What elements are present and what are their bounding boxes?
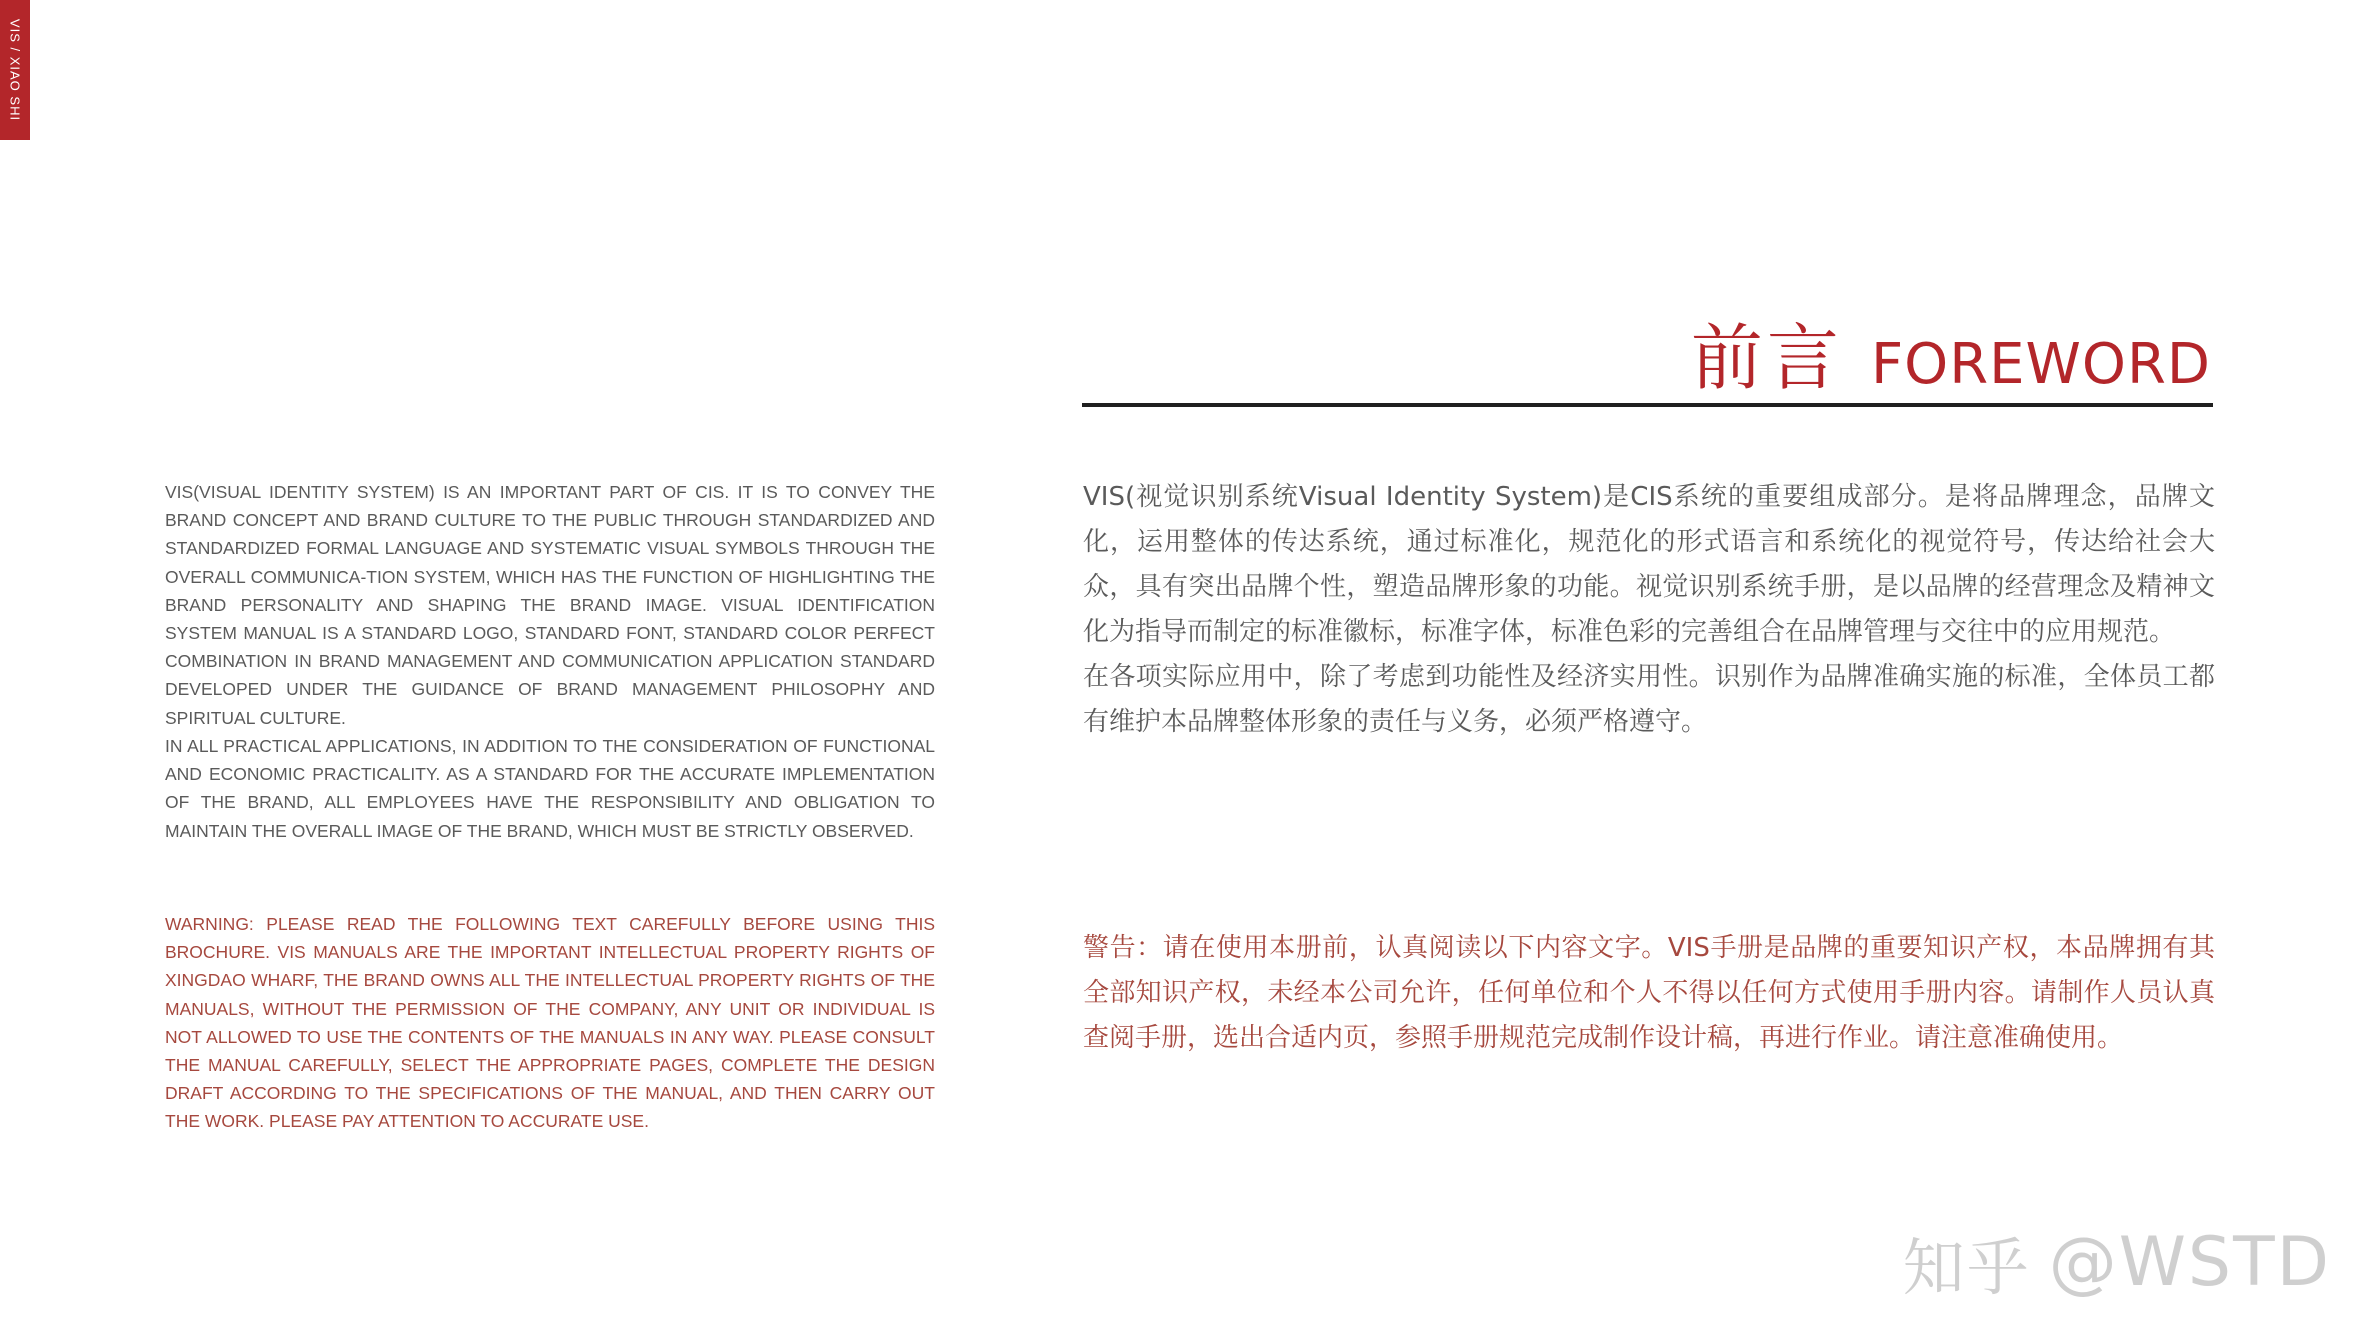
- chinese-paragraph-1: VIS(视觉识别系统Visual Identity System)是CIS系统的重要组成部分。是将品牌理念，品牌文化，运用整体的传达系统，通过标准化，规范化的形式语言和系统化的视觉符号，传达给社会大众，具有突出品牌个性，塑造品牌形象的功能。视觉识别系统手册，是以品牌的经营理念及精神文化为指导而制定的标准徽标，标准字体，标准色彩的完善组合在品牌管理与交往中的应用规范。: [1083, 482, 2215, 647]
- chinese-intro: [1083, 475, 2215, 745]
- page-title: [1691, 300, 2211, 404]
- watermark-site: 知乎: [1902, 1231, 2031, 1304]
- chinese-paragraph-2: 在各项实际应用中，除了考虑到功能性及经济实用性。识别作为品牌准确实施的标准，全体员工都有维护本品牌整体形象的责任与义务，必须严格遵守。: [1083, 662, 2215, 737]
- watermark: [1903, 1218, 2331, 1307]
- side-tab: [0, 0, 30, 140]
- chinese-warning: 警告：请在使用本册前，认真阅读以下内容文字。VIS手册是品牌的重要知识产权，本品牌拥有其全部知识产权，未经本公司允许，任何单位和个人不得以任何方式使用手册内容。请制作人员认真查阅手册，选出合适内页，参照手册规范完成制作设计稿，再进行作业。请注意准确使用。: [1083, 933, 2215, 1053]
- title-divider: [1082, 403, 2213, 407]
- side-tab-label: VIS / XIAO SHI: [7, 18, 23, 122]
- title-chinese: 前言: [1690, 316, 1843, 400]
- english-paragraph-1: VIS(VISUAL IDENTITY SYSTEM) IS AN IMPORTANT PART OF CIS. IT IS TO CONVEY THE BRAND CONCEPT AND BRAND CULTURE TO THE PUBLIC THROUGH STANDARDIZED AND STANDARDIZED FORMAL LANGUAGE AND SYSTEMATIC VISUAL SYMBOLS THROUGH THE OVERALL COMMUNICA-TION SYSTEM, WHICH HAS THE FUNCTION OF HIGHLIGHTING THE BRAND PERSONALITY AND SHAPING THE BRAND IMAGE. VISUAL IDENTIFICATION SYSTEM MANUAL IS A STANDARD LOGO, STANDARD FONT, STANDARD COLOR PERFECT COMBINATION IN BRAND MANAGEMENT AND COMMUNICATION APPLICATION STANDARD DEVELOPED UNDER THE GUIDANCE OF BRAND MANAGEMENT PHILOSOPHY AND SPIRITUAL CULTURE.: [165, 482, 935, 728]
- watermark-handle: @WSTD: [2048, 1223, 2331, 1302]
- english-paragraph-2: IN ALL PRACTICAL APPLICATIONS, IN ADDITION TO THE CONSIDERATION OF FUNCTIONAL AND ECONOMIC PRACTICALITY. AS A STANDARD FOR THE ACCURATE IMPLEMENTATION OF THE BRAND, ALL EMPLOYEES HAVE THE RESPONSIBILITY AND OBLIGATION TO MAINTAIN THE OVERALL IMAGE OF THE BRAND, WHICH MUST BE STRICTLY OBSERVED.: [165, 736, 935, 841]
- english-warning: WARNING: PLEASE READ THE FOLLOWING TEXT CAREFULLY BEFORE USING THIS BROCHURE. VIS MANUALS ARE THE IMPORTANT INTELLECTUAL PROPERTY RIGHTS OF XINGDAO WHARF, THE BRAND OWNS ALL THE INTELLECTUAL PROPERTY RIGHTS OF THE MANUALS, WITHOUT THE PERMISSION OF THE COMPANY, ANY UNIT OR INDIVIDUAL IS NOT ALLOWED TO USE THE CONTENTS OF THE MANUALS IN ANY WAY. PLEASE CONSULT THE MANUAL CAREFULLY, SELECT THE APPROPRIATE PAGES, COMPLETE THE DESIGN DRAFT ACCORDING TO THE SPECIFICATIONS OF THE MANUAL, AND THEN CARRY OUT THE WORK. PLEASE PAY ATTENTION TO ACCURATE USE.: [165, 914, 935, 1132]
- title-english: FOREWORD: [1870, 332, 2211, 397]
